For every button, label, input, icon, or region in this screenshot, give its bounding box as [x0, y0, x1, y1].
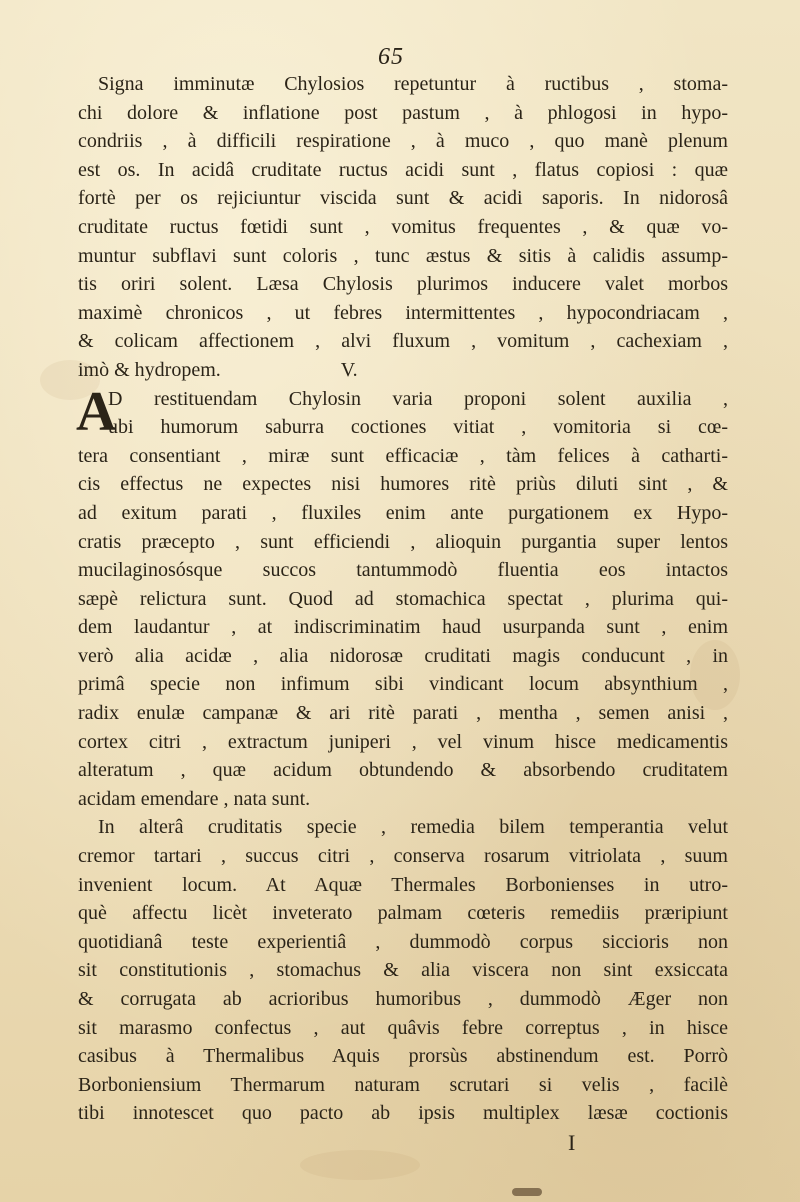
text-line [78, 356, 728, 385]
catchword: I [568, 1130, 576, 1155]
text-line: sæpè relictura sunt. Quod ad stomachica spectat , plurima qui- [78, 587, 728, 610]
text-line: Signa imminutæ Chylosios repetuntur à ructibus , stoma- [98, 73, 728, 95]
text-line: condriis , à difficili respiratione , à muco , quo manè plenum [78, 130, 728, 153]
body-text [78, 70, 728, 1128]
section-number: V. [340, 358, 358, 381]
drop-cap: A [76, 380, 117, 443]
text-line: cratis præcepto , sunt efficiendi , alioquin purgantia super lentos [78, 530, 728, 553]
text-line: quotidianâ teste experientiâ , dummodò corpus siccioris non [78, 930, 728, 953]
text-line: radix enulæ campanæ & ari ritè parati , mentha , semen anisi , [78, 702, 728, 725]
text-line: casibus à Thermalibus Aquis prorsùs abstinendum est. Porrò [78, 1045, 728, 1068]
text-line: fortè per os rejiciuntur viscida sunt & acidi saporis. In nidorosâ [78, 187, 728, 210]
text-line: cortex citri , extractum juniperi , vel vinum hisce medicamentis [78, 730, 728, 753]
text-line: tis oriri solent. Læsa Chylosis plurimos inducere valet morbos [78, 273, 728, 296]
text-line: est os. In acidâ cruditate ructus acidi sunt , flatus copiosi : quæ [78, 158, 728, 181]
text-line: muntur subflavi sunt coloris , tunc æstus & sitis à calidis assump- [78, 244, 728, 267]
page-number: 65 [378, 44, 404, 70]
text-line: verò alia acidæ , alia nidorosæ cruditati magis conducunt , in [78, 644, 728, 667]
text-line: què affectu licèt inveterato palmam cœteris remediis præripiunt [78, 902, 728, 925]
text-line: sit marasmo confectus , aut quâvis febre correptus , in hisce [78, 1016, 728, 1039]
text-line: acidam emendare , nata sunt. [78, 787, 311, 810]
text-line: mucilaginosósque succos tantummodò fluentia eos intactos [78, 559, 728, 582]
text-line: & corrugata ab acrioribus humoribus , dummodò Æger non [78, 988, 728, 1010]
text-line: tera consentiant , miræ sunt efficaciæ , tàm felices à catharti- [78, 444, 728, 467]
text-line-content: imò & hydropem. [78, 358, 221, 381]
ink-blot [512, 1188, 542, 1196]
text-line: tibi innotescet quo pacto ab ipsis multiplex læsæ coctionis [78, 1102, 728, 1125]
text-line: primâ specie non infimum sibi vindicant locum absynthium , [78, 673, 728, 696]
text-line: ubi humorum saburra coctiones vitiat , vomitoria si cœ- [108, 416, 728, 439]
text-line: cis effectus ne expectes nisi humores ritè priùs diluti sint , & [78, 473, 728, 496]
text-line: invenient locum. At Aquæ Thermales Borbonienses in utro- [78, 873, 728, 896]
text-line: cruditate ructus fœtidi sunt , vomitus frequentes , & quæ vo- [78, 215, 728, 238]
paper-stain [300, 1150, 420, 1180]
text-line: dem laudantur , at indiscriminatim haud usurpanda sunt , enim [78, 616, 728, 639]
text-line: In alterâ cruditatis specie , remedia bilem temperantia velut [98, 816, 728, 839]
text-line: chi dolore & inflatione post pastum , à phlogosi in hypo- [78, 101, 728, 124]
text-line: Borboniensium Thermarum naturam scrutari si velis , facilè [78, 1073, 728, 1096]
text-line: ad exitum parati , fluxiles enim ante purgationem ex Hypo- [78, 501, 728, 524]
text-line: & colicam affectionem , alvi fluxum , vomitum , cachexiam , [78, 330, 728, 353]
text-line: sit constitutionis , stomachus & alia viscera non sint exsiccata [78, 959, 728, 982]
text-line: cremor tartari , succus citri , conserva rosarum vitriolata , suum [78, 845, 728, 868]
text-line: alteratum , quæ acidum obtundendo & absorbendo cruditatem [78, 759, 728, 782]
text-line-content: D restituendam Chylosin varia proponi solent auxilia , [108, 387, 728, 410]
text-line: maximè chronicos , ut febres intermittentes , hypocondriacam , [78, 301, 728, 324]
